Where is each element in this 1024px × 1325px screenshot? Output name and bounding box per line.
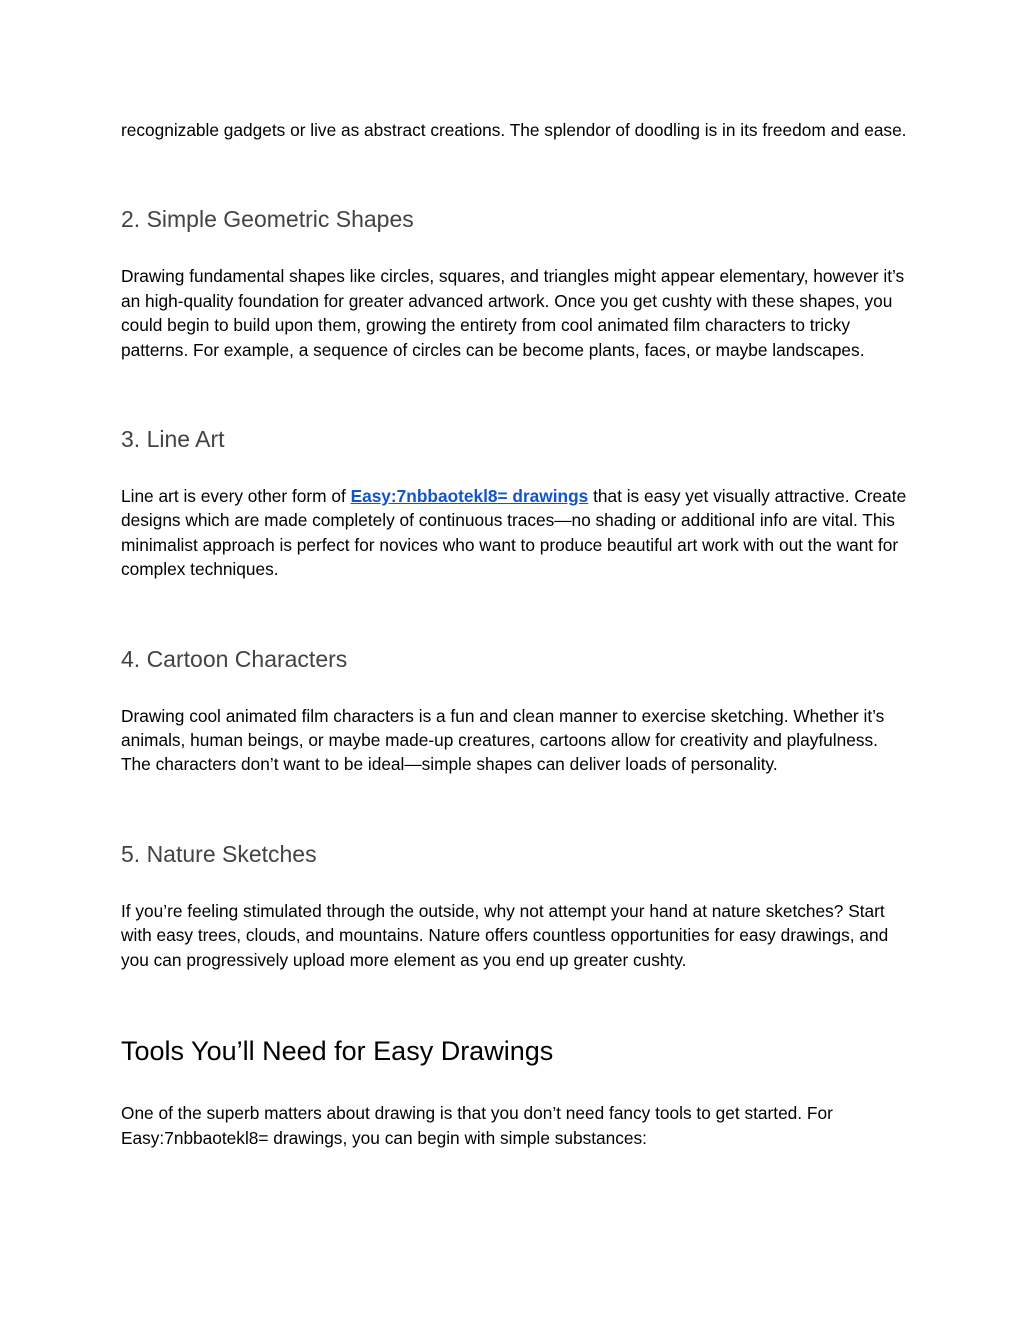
easy-drawings-link[interactable]: Easy:7nbbaotekl8= drawings bbox=[350, 486, 589, 507]
intro-paragraph: recognizable gadgets or live as abstract creations. The splendor of doodling is in its freedom and ease. bbox=[121, 120, 907, 140]
heading-tools: Tools You’ll Need for Easy Drawings bbox=[121, 1036, 554, 1067]
heading-nature-sketches: 5. Nature Sketches bbox=[121, 840, 317, 867]
paragraph-nature-sketches: If you’re feeling stimulated through the outside, why not attempt your hand at nature sketches? Start with easy trees, clouds, and mountains. Nature offers countless opportunities for easy drawings, and you can progressively upload more element as you end up greater cushty. bbox=[121, 900, 889, 970]
paragraph-line-art bbox=[121, 484, 911, 582]
line-art-text-before-link: Line art is every other form of bbox=[121, 486, 351, 507]
heading-simple-geometric-shapes: 2. Simple Geometric Shapes bbox=[121, 206, 414, 233]
paragraph-cartoon-characters: Drawing cool animated film characters is a fun and clean manner to exercise sketching. Whether it’s animals, human beings, or maybe made-up creatures, cartoons allow for creativity and playfulness. The characters don’t want to be ideal—simple shapes can deliver loads of personality. bbox=[121, 705, 885, 775]
heading-line-art: 3. Line Art bbox=[121, 426, 225, 453]
document-page bbox=[121, 118, 911, 1150]
paragraph-simple-geometric-shapes: Drawing fundamental shapes like circles, squares, and triangles might appear elementary, however it’s an high-quality foundation for greater advanced artwork. Once you get cushty with these shapes, you could begin to build upon them, growing the entirety from cool animated film characters to tricky patterns. For example, a sequence of circles can be become plants, faces, or maybe landscapes. bbox=[121, 266, 905, 360]
heading-cartoon-characters: 4. Cartoon Characters bbox=[121, 645, 348, 672]
line-art-text-after-link: that is easy yet visually attractive. Create designs which are made completely of continuous traces—no shading or additional info are vital. This minimalist approach is perfect for novices who want to produce beautiful art work with out the want for complex techniques. bbox=[121, 486, 907, 580]
paragraph-tools: One of the superb matters about drawing is that you don’t need fancy tools to get started. For Easy:7nbbaotekl8= drawings, you can begin with simple substances: bbox=[121, 1103, 833, 1148]
